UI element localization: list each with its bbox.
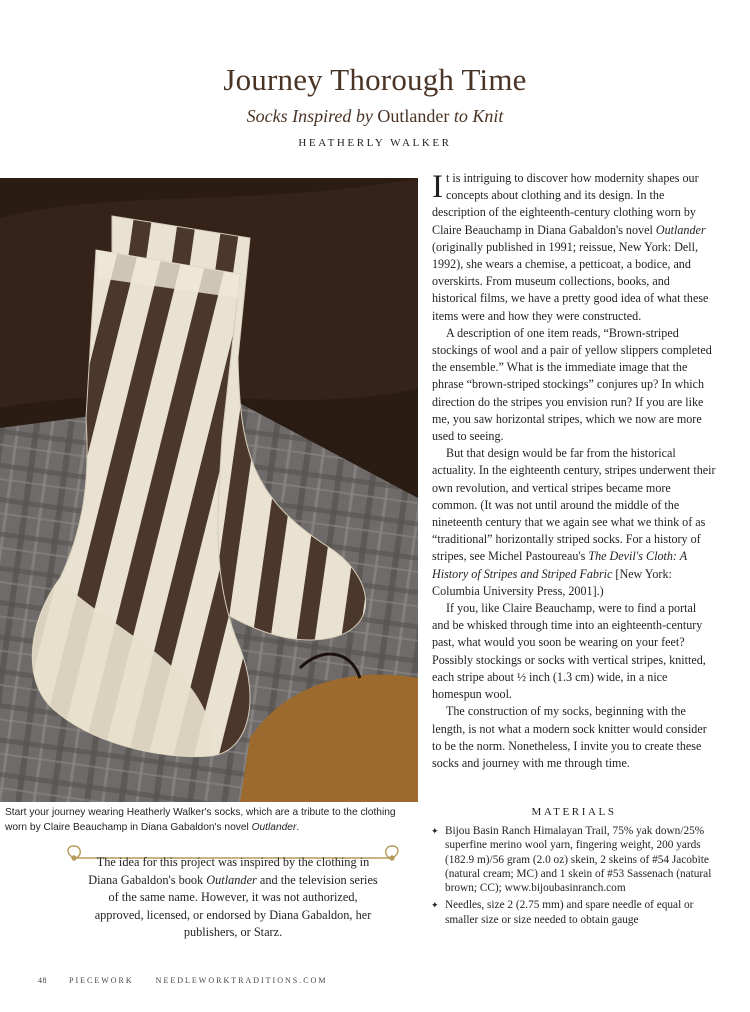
subtitle-book: Outlander	[377, 106, 450, 126]
p3-text-a: But that design would be far from the historical actuality. In the eighteenth century, stripes underwent their own revolution, and vertical stripes became more common. (It was not until around the middle of the nineteenth century that we again see what we think of as “traditional” horizontally striped socks. For a history of stripes, see Michel Pastoureau's	[432, 446, 716, 564]
article-title: Journey Thorough Time	[223, 62, 527, 97]
author-byline: HEATHERLY WALKER	[298, 137, 452, 149]
disclaimer-text-pre: The idea for this project was inspired by the clothing in Diana Gabaldon's book	[88, 855, 370, 887]
article-paragraph-2: A description of one item reads, “Brown-striped stockings of wool and a pair of yellow slippers completed the ensemble.” What is the immediate image that the phrase “brown-striped stockings” conjures up? In which direction do the stripes you envision run? If you are like me, you saw horizontal stripes, which we now are more used to seeing.	[432, 325, 712, 444]
materials-item	[429, 824, 719, 895]
article-paragraph-1	[432, 170, 716, 325]
subtitle-pre: Socks Inspired by	[246, 106, 373, 126]
article-subtitle	[0, 106, 750, 127]
p1-book: Outlander	[655, 222, 706, 237]
disclaimer-book: Outlander	[206, 872, 257, 887]
article-body	[432, 170, 716, 772]
materials-item-text: Needles, size 2 (2.75 mm) and spare needle of equal or smaller size or size needed to obtain gauge	[445, 899, 694, 926]
p3-text-b: [New York: Columbia University Press, 2001].)	[432, 566, 672, 598]
website-url: NEEDLEWORKTRADITIONS.COM	[155, 976, 328, 985]
caption-text-post: .	[296, 821, 300, 833]
page-footer	[38, 976, 345, 985]
photo-caption	[5, 806, 417, 835]
p1-text-b: (originally published in 1991; reissue, New York: Dell, 1992), she wears a chemise, a petticoat, a bodice, and overskirts. From museum collections, books, and historical films, we have a pretty good idea of what these items were and how they were constructed.	[432, 239, 709, 323]
caption-book: Outlander	[251, 821, 297, 833]
disclaimer-box	[62, 844, 404, 944]
magazine-name: PIECEWORK	[69, 976, 134, 985]
p1-text-a: t is intriguing to discover how modernity shapes our concepts about clothing and its design. In the description of the eighteenth-century clothing worn by Claire Beauchamp in Diana Gabaldon's novel	[432, 171, 699, 237]
socks-illustration	[0, 178, 418, 802]
caption-text-pre: Start your journey wearing Heatherly Walker's socks, which are a tribute to the clothing worn by Claire Beauchamp in Diana Gabaldon's novel	[5, 807, 396, 833]
p3-book: The Devil's Cloth: A History of Stripes and Striped Fabric	[432, 549, 687, 581]
materials-list	[429, 824, 719, 927]
materials-section	[429, 806, 719, 930]
socks-photo	[0, 178, 418, 802]
materials-item	[429, 898, 719, 927]
article-paragraph-3	[432, 445, 716, 600]
article-paragraph-4: If you, like Claire Beauchamp, were to find a portal and be whisked through time into an eighteenth-century past, what would you soon be wearing on your feet? Possibly stockings or socks with vertical stripes, knitted, each stripe about ½ inch (1.3 cm) wide, in a nice homespun wool.	[432, 601, 706, 702]
disclaimer-text	[84, 854, 382, 942]
disclaimer-text-post: and the television series of the same name. However, it was not authorized, approved, licensed, or endorsed by Diana Gabaldon, her publishers, or Starz.	[94, 872, 378, 939]
article-paragraph-5: The construction of my socks, beginning with the length, is not what a modern sock knitter would consider to be the norm. Nonetheless, I invite you to create these socks and journey with me through time.	[432, 704, 707, 770]
subtitle-post: to Knit	[453, 106, 504, 126]
materials-item-text: Bijou Basin Ranch Himalayan Trail, 75% yak down/25% superfine merino wool yarn, fingering weight, 200 yards (182.9 m)/56 gram (2.0 oz) skein, 2 skeins of #54 Jacobite (natural cream; MC) and 1 skein of #53 Sassenach (natural brown; CC); www.bijoubasinranch.com	[445, 825, 712, 895]
drop-cap: I	[432, 169, 443, 205]
page-number: 48	[38, 976, 47, 985]
bullet-icon: ✦	[431, 900, 439, 911]
bullet-icon: ✦	[431, 826, 439, 836]
materials-heading: MATERIALS	[531, 806, 617, 818]
